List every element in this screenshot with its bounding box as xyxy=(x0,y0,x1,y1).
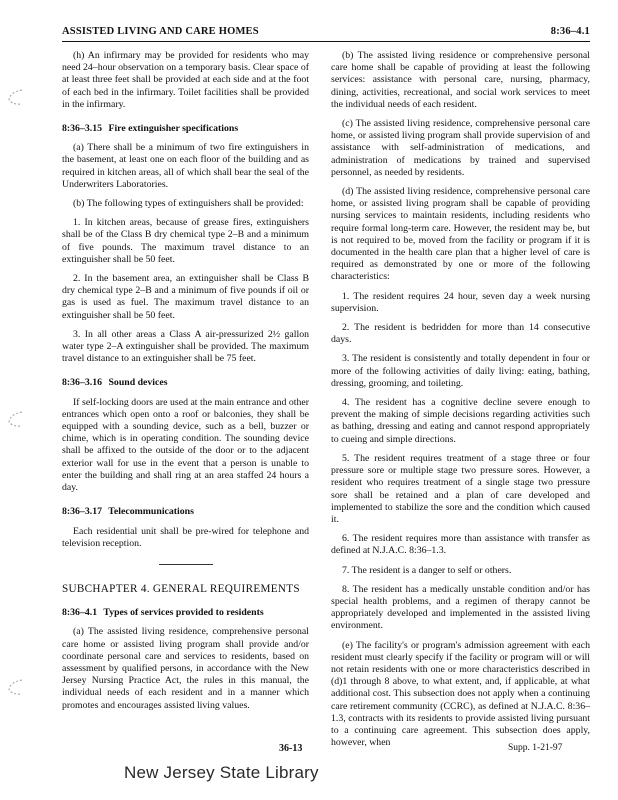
header-rule xyxy=(62,41,590,42)
section-heading-3-16 xyxy=(62,377,309,389)
paragraph-4-1-e: (e) The facility's or program's admission agreement with each resident must clearly specify if the facility or program will or will not retain residents with one or more characteristics described in (d)1 through 8 above, to what extent, and, if applicable, at what additional cost. This subsection does not apply when a continuing care retirement community (CCRC), as defined at N.J.A.C. 8:36–1.3, contracts with its residents to provide assisted living pursuant to a continuing care agreement. This subsection does apply, however, when xyxy=(331,639,590,749)
section-heading-4-1 xyxy=(62,607,309,619)
section-title: Fire extinguisher specifications xyxy=(108,123,239,135)
section-number: 8:36–3.17 xyxy=(62,506,103,518)
paragraph-h: (h) An infirmary may be provided for residents who may need 24–hour observation on a temporary basis. Clear space of at least three feet shall be provided at each side and at the foot of each bed in the infirmary. Toilet facilities shall be provided in the infirmary. xyxy=(62,50,309,110)
list-item-d-5: 5. The resident requires treatment of a stage three or four pressure sore or multiple stage two pressure sores. However, a resident who requires treatment of a single stage two pressure sore shall be retained and a plan of care developed and implemented to stabilize the sore and the condition which caused it. xyxy=(331,452,590,525)
section-title: Sound devices xyxy=(108,377,168,389)
list-item-d-6: 6. The resident requires more than assistance with transfer as defined at N.J.A.C. 8:36–1.3. xyxy=(331,533,590,557)
section-title: Telecommunications xyxy=(108,506,194,518)
section-divider xyxy=(159,564,213,565)
page-number: 36-13 xyxy=(279,743,303,754)
punch-hole-icon xyxy=(4,86,26,108)
left-column xyxy=(62,50,309,719)
paragraph-4-1-b: (b) The assisted living residence or comprehensive personal care home shall be capable of providing at least the following services: assistance with personal care, nursing, pharmacy, dining, activities, recreational, and social work services to meet the individual needs of each resident. xyxy=(331,50,590,110)
punch-hole-icon xyxy=(4,676,26,698)
header-title: ASSISTED LIVING AND CARE HOMES xyxy=(62,26,259,37)
list-item-d-3: 3. The resident is consistently and totally dependent in four or more of the following activities of daily living: eating, bathing, dressing, grooming, and toileting. xyxy=(331,353,590,389)
paragraph-4-1-d: (d) The assisted living residence, comprehensive personal care home, or assisted living program shall be capable of providing nursing services to maintain residents, including residents who require formal long-term care. However, the resident may be, but is not required to be, moved from the facility or program if it is documented in the health care plan that a higher level of care is required as demonstrated by one or more of the following characteristics: xyxy=(331,186,590,283)
list-item-d-2: 2. The resident is bedridden for more than 14 consecutive days. xyxy=(331,322,590,346)
paragraph-4-1-c: (c) The assisted living residence, comprehensive personal care home, or assisted living program shall provide supervision of and assistance with self-administration of medications, and administration of medications by trained and supervised personnel, as needed by residents. xyxy=(331,118,590,178)
section-heading-3-15 xyxy=(62,123,309,135)
list-item-3-15-2: 2. In the basement area, an extinguisher shall be Class B dry chemical type 2–B and a minimum of five pounds if oil or gas is used as fuel. The maximum travel distance to an extinguisher shall be 50 feet. xyxy=(62,273,309,321)
section-number: 8:36–3.15 xyxy=(62,123,103,135)
library-stamp: New Jersey State Library xyxy=(124,763,319,782)
section-number: 8:36–3.16 xyxy=(62,377,103,389)
list-item-d-7: 7. The resident is a danger to self or others. xyxy=(342,564,512,576)
section-title: Types of services provided to residents xyxy=(103,607,264,619)
paragraph-3-16: If self-locking doors are used at the main entrance and other entrances which open onto a roof or balconies, they shall be equipped with a sounding device, such as a bell, buzzer or chime, which is in operating condition. The sounding device shall be affixed to the outside of the door or to the adjacent exterior wall for use in the event that a person is unable to enter the building and shall ring at an area staffed 24 hours a day. xyxy=(62,396,309,494)
list-item-d-4: 4. The resident has a cognitive decline severe enough to prevent the making of simple decisions regarding activities such as bathing, dressing and eating and cannot respond appropriately to cueing and simple directions. xyxy=(331,397,590,445)
section-number: 8:36–4.1 xyxy=(62,607,98,619)
subchapter-heading: SUBCHAPTER 4. GENERAL REQUIREMENTS xyxy=(62,582,300,595)
list-item-d-1: 1. The resident requires 24 hour, seven day a week nursing supervision. xyxy=(331,290,590,314)
paragraph-3-15-a: (a) There shall be a minimum of two fire extinguishers in the basement, at least one on each floor of the building and as required in kitchen areas, all of which shall bear the seal of the Underwriters Laboratories. xyxy=(62,142,309,190)
supplement-date: Supp. 1-21-97 xyxy=(508,743,563,753)
section-heading-3-17 xyxy=(62,506,309,518)
list-item-3-15-3: 3. In all other areas a Class A air-pressurized 2½ gallon water type 2–A extinguisher shall be provided. The maximum travel distance to an extinguisher shall be 75 feet. xyxy=(62,328,309,365)
punch-hole-icon xyxy=(4,408,26,430)
paragraph-4-1-a: (a) The assisted living residence, comprehensive personal care home or assisted living program shall provide and/or coordinate personal care and services to residents, based on assessment by qualified persons, in accordance with the New Jersey Nursing Practice Act, the rules in this manual, the individual needs of each resident and in a manner which promotes and encourages assisted living values. xyxy=(62,626,309,711)
header-section-number: 8:36–4.1 xyxy=(550,26,590,37)
right-column xyxy=(331,50,590,756)
running-header xyxy=(62,26,590,37)
list-item-3-15-1: 1. In kitchen areas, because of grease fires, extinguishers shall be of the Class B dry chemical type 2–B and a minimum of five pounds. The maximum travel distance to an extinguisher shall be 50 feet. xyxy=(62,217,309,265)
list-item-d-8: 8. The resident has a medically unstable condition and/or has special health problems, and a regimen of therapy cannot be appropriately developed and implemented in the assisted living environment. xyxy=(331,583,590,632)
paragraph-3-17: Each residential unit shall be pre-wired for telephone and television reception. xyxy=(62,525,309,549)
paragraph-3-15-b: (b) The following types of extinguishers shall be provided: xyxy=(73,198,304,210)
